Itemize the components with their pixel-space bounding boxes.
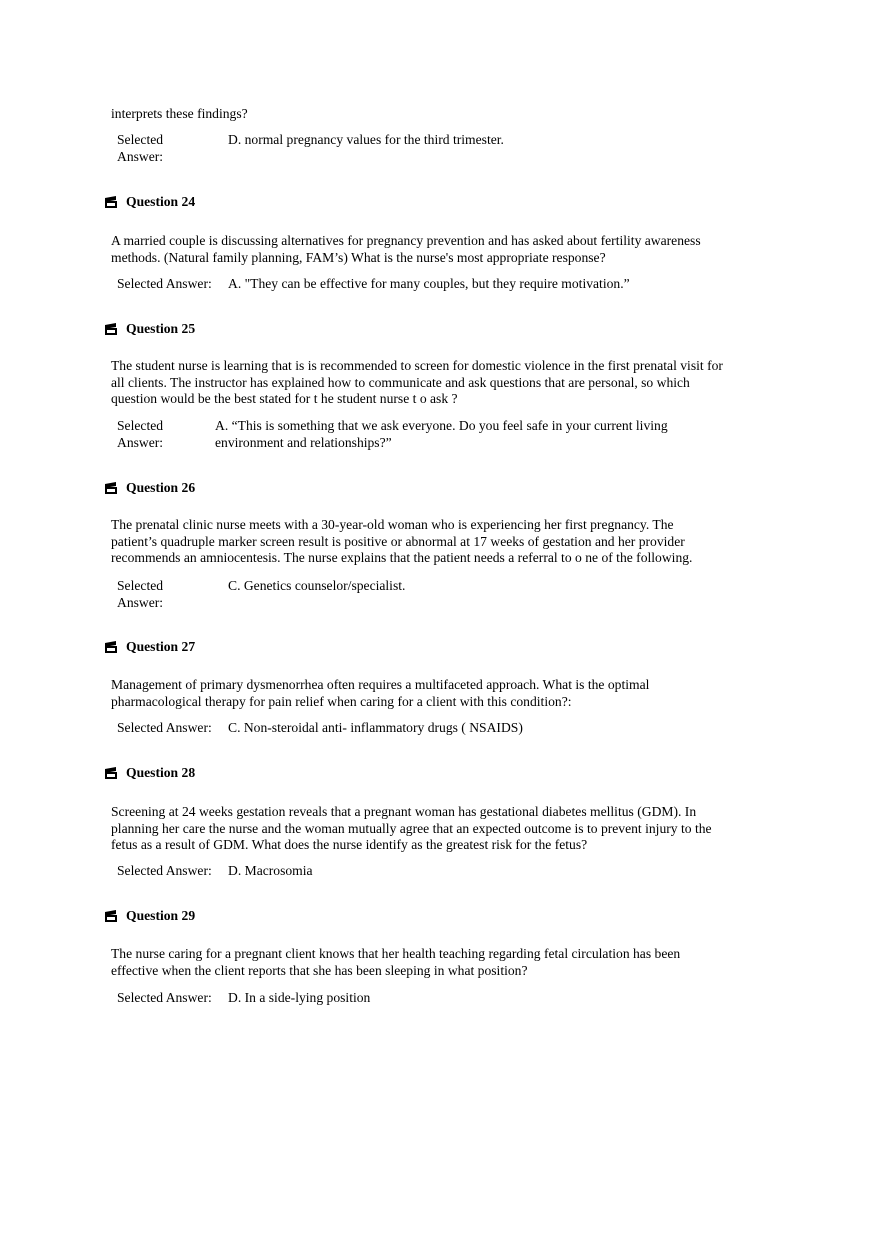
status-flag-icon [104,767,118,779]
question-header [104,479,195,497]
question-text: interprets these findings? [111,106,248,121]
status-flag-icon [104,641,118,653]
selected-answer-label: Selected Answer: [117,132,164,164]
status-flag-icon [104,910,118,922]
selected-answer-label: Selected Answer: [117,418,164,450]
question-header [104,638,195,656]
question-title: Question 29 [126,907,196,923]
question-header [104,320,195,338]
question-title: Question 27 [126,638,196,654]
question-text: The student nurse is learning that is is recommended to screen for domestic violence in the first prenatal visit for all clients. The instructor has explained how to communicate and ask questions that are personal, so which question would be the best stated for t he student nurse t o ask ? [111,358,723,407]
question-text: Management of primary dysmenorrhea often requires a multifaceted approach. What is the optimal pharmacological therapy for pain relief when caring for a client with this condition?: [111,677,650,709]
selected-answer: C. Genetics counselor/specialist. [228,578,406,593]
selected-answer: D. normal pregnancy values for the third trimester. [228,132,504,147]
selected-answer: C. Non-steroidal anti- inflammatory drugs ( NSAIDS) [228,720,523,735]
question-header [104,764,195,782]
question-text: Screening at 24 weeks gestation reveals that a pregnant woman has gestational diabetes mellitus (GDM). In planning her care the nurse and the woman mutually agree that an expected outcome is to prevent injury to the fetus as a result of GDM. What does the nurse identify as the greatest risk for the fetus? [111,804,712,853]
question-title: Question 25 [126,320,196,336]
question-header [104,193,195,211]
selected-answer: D. Macrosomia [228,863,313,878]
selected-answer-label: Selected Answer: [117,720,212,735]
selected-answer-label: Selected Answer: [117,990,212,1005]
question-text: The nurse caring for a pregnant client knows that her health teaching regarding fetal circulation has been effective when the client reports that she has been sleeping in what position? [111,946,681,978]
status-flag-icon [104,196,118,208]
question-text: The prenatal clinic nurse meets with a 30-year-old woman who is experiencing her first pregnancy. The patient’s quadruple marker screen result is positive or abnormal at 17 weeks of gestation and her provider recommends an amniocentesis. The nurse explains that the patient needs a referral to o ne of the following. [111,517,693,566]
question-title: Question 26 [126,479,196,495]
status-flag-icon [104,482,118,494]
status-flag-icon [104,323,118,335]
selected-answer-label: Selected Answer: [117,578,164,610]
question-text: A married couple is discussing alternatives for pregnancy prevention and has asked about fertility awareness methods. (Natural family planning, FAM’s) What is the nurse's most appropriate response? [111,233,701,265]
selected-answer-label: Selected Answer: [117,863,212,878]
selected-answer: D. In a side-lying position [228,990,371,1005]
selected-answer: A. “This is something that we ask everyone. Do you feel safe in your current living environment and relationships?” [215,418,668,450]
question-title: Question 24 [126,193,196,209]
selected-answer-label: Selected Answer: [117,276,212,291]
question-title: Question 28 [126,764,196,780]
question-header [104,907,195,925]
selected-answer: A. "They can be effective for many couples, but they require motivation.” [228,276,630,291]
